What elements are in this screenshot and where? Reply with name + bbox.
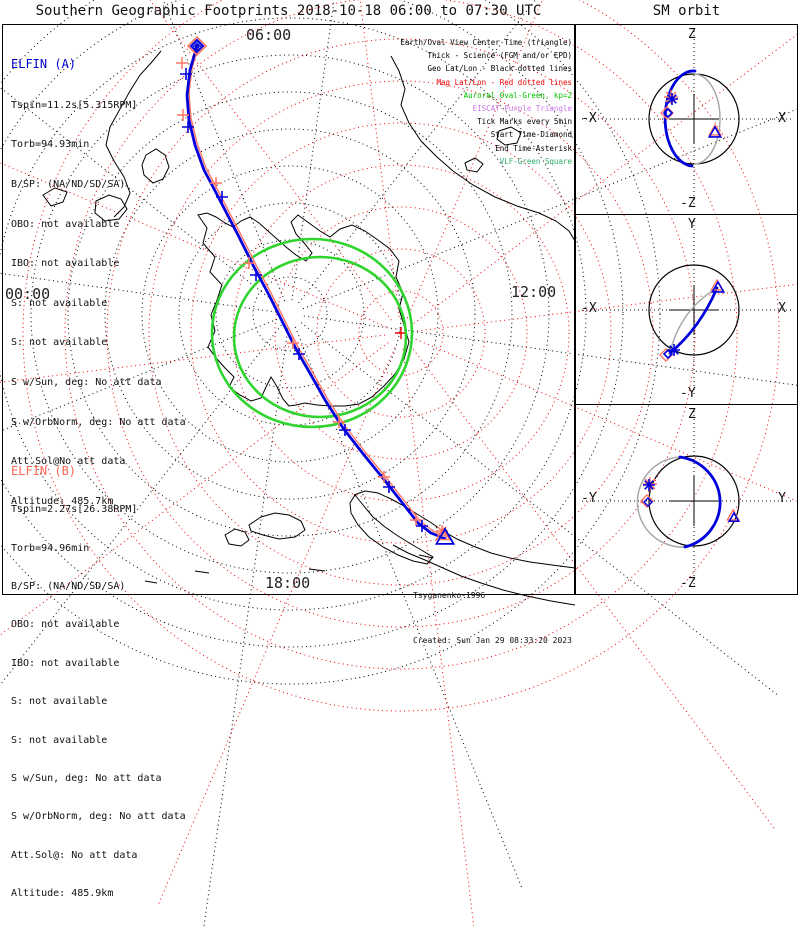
legend-item: Geo Lat/Lon - Black dotted lines — [427, 64, 572, 74]
page-title: Southern Geographic Footprints 2018-10-18 06:00 to 07:30 UTC — [35, 3, 542, 19]
tick-mark — [293, 348, 305, 360]
sm-orbit-column — [575, 24, 798, 595]
asterisk-marker — [193, 42, 201, 50]
legend-item: Thick - Science (FGM and/or EPD) — [427, 51, 572, 61]
axis-label-top: Z — [688, 27, 696, 42]
grid-radial — [325, 0, 399, 317]
map-legend — [400, 36, 572, 168]
legend-item: Earth/Oval View Center Time (triangle) — [400, 38, 572, 47]
auroral-oval-outer — [212, 239, 412, 427]
elfin-b-info-line: S: not available — [11, 734, 108, 746]
elfin-b-info-line: Att.Sol@: No att data — [11, 849, 138, 861]
mlt-label-0000: 00:00 — [5, 285, 51, 303]
axis-label-bottom: -Z — [680, 576, 696, 591]
sm-orbit-panel-xz — [576, 25, 797, 215]
created-label: Created: Sun Jan 29 08:33:20 2023 — [413, 636, 572, 645]
axis-label-left: -Y — [581, 491, 597, 506]
legend-item: Tick Marks every 5min — [477, 117, 572, 127]
elfin-a-info-line: S: not available — [11, 297, 108, 309]
sm-orbit-plot-yz — [576, 405, 797, 592]
mlt-label-0600: 06:00 — [246, 26, 292, 44]
footprint-map — [2, 24, 575, 900]
grid-circle — [142, 166, 438, 462]
legend-item: VLF-Green Square — [499, 156, 572, 166]
axis-label-bottom: -Z — [680, 196, 696, 211]
coastline — [225, 529, 249, 546]
elfin-b-info-block — [11, 438, 186, 926]
asterisk-marker — [666, 93, 678, 105]
model-label: Tsyganenko-1996 — [413, 591, 486, 600]
map-footer — [413, 558, 572, 678]
elfin-a-info-line: Altitude: 485.7km — [11, 495, 114, 507]
axis-label-right: Y — [778, 491, 786, 506]
elfin-a-info-line: S w/OrbNorm, deg: No att data — [11, 416, 186, 428]
asterisk-marker — [643, 479, 655, 491]
orbit-near-arc — [680, 457, 720, 547]
coastline — [350, 495, 433, 564]
axis-label-right: X — [778, 301, 786, 316]
axis-label-left: -X — [581, 111, 597, 126]
legend-item: EISCAT-Purple Triangle — [472, 104, 572, 114]
tick-mark — [216, 191, 228, 203]
elfin-a-info-line: B/SP: (NA/ND/SD/SA) — [11, 179, 126, 191]
sm-orbit-plot-xy — [576, 215, 797, 403]
elfin-a-info-line: Tspin=11.2s[5.315RPM] — [11, 99, 138, 111]
elfin-b-info-line: Torb=94.96min — [11, 542, 90, 554]
elfin-b-info-line: S: not available — [11, 696, 108, 708]
elfin-b-info-line: OBO: not available — [11, 619, 120, 631]
coastline — [354, 491, 575, 568]
axis-label-right: X — [778, 111, 786, 126]
axis-label-bottom: -Y — [680, 386, 696, 401]
axis-label-top: Y — [688, 217, 696, 232]
coastline — [198, 213, 409, 406]
elfin-b-info-line: Altitude: 485.9km — [11, 888, 114, 900]
axis-label-left: -X — [581, 301, 597, 316]
coastline — [195, 571, 209, 573]
grid-radial — [159, 348, 395, 904]
elfin-a-info-line: S w/Sun, deg: No att data — [11, 377, 162, 389]
elfin-a-info-line: Att.Sol@No att data — [11, 456, 126, 468]
sm-orbit-plot-xz — [576, 25, 797, 213]
legend-item: Start Time-Diamond — [490, 130, 572, 140]
legend-item: Mag Lat/Lon - Red dotted lines — [436, 77, 572, 87]
elfin-a-info-line: S: not available — [11, 337, 108, 349]
mlt-label-1800: 18:00 — [265, 574, 311, 592]
axis-label-top: Z — [688, 407, 696, 422]
elfin-b-label: ELFIN (B) — [11, 463, 77, 478]
mlt-label-1200: 12:00 — [511, 283, 557, 301]
coastline — [309, 569, 325, 571]
elfin-a-label: ELFIN (A) — [11, 57, 77, 72]
coastline — [249, 513, 305, 539]
grid-radial — [292, 0, 376, 300]
center-cross — [669, 476, 719, 526]
elfin-a-info-line: OBO: not available — [11, 218, 120, 230]
asterisk-marker — [668, 344, 680, 356]
elfin-a-info-line: IBO: not available — [11, 258, 120, 270]
orbit-near-arc — [665, 71, 695, 166]
legend-item: End Time-Asterisk — [495, 143, 572, 153]
elfin-b-info-line: S w/OrbNorm, deg: No att data — [11, 811, 186, 823]
elfin-b-info-line: S w/Sun, deg: No att data — [11, 772, 162, 784]
legend-item: Auroral Oval-Green, kp=2 — [463, 90, 572, 100]
grid-radial — [204, 328, 288, 926]
sm-orbit-panel-xy — [576, 215, 797, 405]
sm-orbit-panel-yz — [576, 405, 797, 594]
elfin-b-info-line: B/SP: (NA/ND/SD/SA) — [11, 580, 126, 592]
sm-orbit-title: SM orbit — [652, 3, 721, 19]
elfin-b-info-line: IBO: not available — [11, 657, 120, 669]
elfin-a-info-line: Torb=94.93min — [11, 139, 90, 151]
elfin-b-info-line: Tspin=2.27s[26.38RPM] — [11, 504, 138, 516]
